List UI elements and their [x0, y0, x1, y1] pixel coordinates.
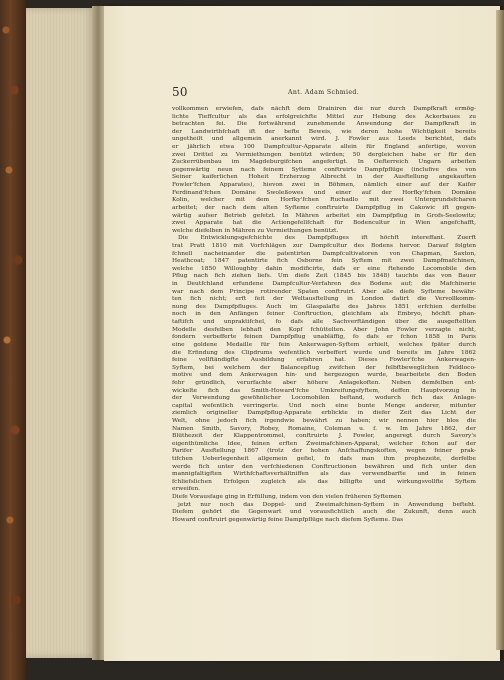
text-line: Parifer Ausftellung 1867 (trotz der hohen Anfchaffungskoften, wegen feiner prak-	[172, 448, 476, 455]
text-line: betrachten fei. Die fortwährend zunehmende Anwendung der Dampfkraft in	[172, 121, 476, 128]
text-line: capital wefentlich verringerte. Und noch eine bunte Menge anderer, mitunter	[172, 402, 476, 409]
text-line: fehr gründlich, verurfachte aber höhere Anlagekoften. Neben demfelben ent-	[172, 379, 476, 386]
page-number: 50	[172, 85, 188, 99]
text-line: Blüthezeit der Klappentrommel, conftruirte J. Fowler, angeregt durch Savory's	[172, 433, 476, 440]
text-line: eigenthümliche Idee, feinen erften Zweimafchinen-Apparat, welcher fchon auf der	[172, 440, 476, 447]
text-line: jetzt nur noch das Doppel- und Zweimafchinen-Syftem in Anwendung befteht.	[178, 501, 476, 508]
text-line: trat Pratt 1810 mit Vorfchlägen zur Dampfcultur des Bodens hervor. Darauf folgten	[172, 242, 476, 249]
text-line: Diefe Vorausfage ging in Erfüllung, indem von den vielen früheren Syftemen	[172, 494, 402, 501]
text-line: zwei Drittel zu Vermiethungen benützt würden; 50 dergleichen habe er für den	[172, 151, 476, 158]
text-line: fchliefslichen Erfolgen zugleich als das billigfte und wirkungsvollfte Syftem	[172, 478, 476, 485]
text-line: der Verwendung gewöhnlicher Locomobilen beftand, wodurch fich das Anlage-	[172, 395, 476, 402]
text-line: welche diefelben in Mähren zu Vermiethungen benützt.	[172, 227, 339, 234]
text-line: Syftem, bei welchem der Balancepflug zwifchen der felbftbeweglichen Feldloco-	[172, 364, 476, 371]
text-line: werde fich unter den verfchiedenen Conftructionen bewähren und fich unter den	[172, 463, 476, 470]
text-line: Seiner kaiferlichen Hoheit Erzherzog Albrecht in der Ausftellung angekauften	[172, 174, 476, 181]
text-line: mannigfaltigften Wirthfchaftsverhältniffen als das verwendbarfte und in feinen	[172, 471, 476, 478]
text-line: tifchen Ueberlegenheit allgemein gefiel, fo dafs man ihm prophezeite, derfelbe	[172, 456, 476, 463]
text-line: Welt, ohne jedoch fich irgendwie bewährt zu haben; wir nennen hier blos die	[172, 417, 476, 424]
text-line: wärtig aufser Betrieb gefetzt. In Mähren arbeitet ein Dampfpflug in Grofs-Seelowitz;	[172, 212, 476, 219]
text-line: vollkommen erwiefen, dafs nächft dem Drainiren die nur durch Dampfkraft ermög-	[172, 106, 476, 112]
page-header	[172, 85, 472, 102]
running-head: Ant. Adam Schmied.	[288, 89, 360, 96]
text-line: Heathcoat; 1847 patentirte fich Osborne fein Syftem mit zwei Dampfmafchinen,	[172, 258, 476, 265]
text-line: Die Entwicklungsgefchichte des Dampfpfluges ift höchft intereffant. Zuerft	[178, 235, 476, 242]
text-line: Zuckerrübenbau im Magdeburgifchen angefertigt. In Oefterreich Ungarn arbeiten	[172, 159, 476, 166]
marbled-cover	[0, 0, 26, 680]
text-line: noch in den Anfängen feiner Conftruction, gleichfam als Embryo, höchft phan-	[172, 311, 476, 318]
text-line: wickelte fich das Smith-Howard'fche Umkreifungsfyftem, deffen Hauptvorzug in	[172, 387, 476, 394]
text-line: lichte Tieffcultur als das erfolgreichfte Mittel zur Hebung des Ackerbaues zu	[172, 113, 476, 120]
text-line: feine vollftändigfte Ausbildung erfahren hat. Dieses Fowler'fche Ankerwagen-	[172, 357, 476, 364]
text-line: ten fich nicht; erft feit der Weltausftellung in London datirt die Vervollkomm-	[172, 296, 476, 303]
text-line: fondern verbefferte feinen Dampfpflug unabläffig, fo dafs er fchon 1858 in Paris	[172, 334, 476, 341]
text-line: Modelle desfelben lebhaft den Kopf fchüttelten. Aber John Fowler verzagte nicht,	[172, 326, 476, 333]
text-line: Pflug nach fich ziehen liefs. Um diefe Zeit (1845 bis 1848) tauchte das von Bauer	[172, 273, 476, 280]
text-line: taftifch und unpraktifchel, fo dafs alle Sachverftändigen über die ausgeftellten	[172, 319, 476, 326]
text-line: Ferdinand'fchen Domäne Swoleßowes und einer auf der Horfky'fchen Domäne	[172, 189, 476, 196]
text-line: nung des Dampfpfluges. Auch im Glaspalafte des Jahres 1851 erfchien derfelbe	[172, 303, 476, 310]
text-line: er jährlich etwa 100 Dampfcultur-Apparate allein für England anfertige, wovon	[172, 144, 476, 151]
text-line: war nach dem Principe rotirender Spaten conftruirt. Aber alle diefe Syfteme bewähr-	[172, 288, 476, 295]
text-line: motive und dem Ankerwagen hin- und hergezogen wurde, bearbeitete den Boden	[172, 372, 476, 379]
text-line: gegenwärtig neun nach feinem Sytteme conftruirte Dampfpflüge (inclufive des von	[172, 166, 476, 173]
text-line: fchnell nacheinander die patentirten Dampfcultivatoren von Chapman, Saxton,	[172, 250, 476, 257]
text-line: der Landwirthfchaft ift der befte Beweis, wie deren hohe Wichtigkeit bereits	[172, 128, 476, 135]
text-line: zwei Apparate hat die Actiengefellfchaft für Bodencultur in Wien angefchafft,	[172, 220, 476, 227]
page-edge-right	[496, 10, 504, 650]
text-line: Namen Smith, Savory, Robey, Romaine, Coleman u. f. w. Im Jahre 1862, der	[172, 425, 476, 432]
text-line: arbeitet; der nach dem alten Syfteme conftruirte Dampfpflug in Cakowic ift gegen-	[172, 204, 476, 211]
text-line: Diefem gehört die Gegenwart und vorausfichtlich auch die Zukunft, denn auch	[172, 509, 476, 516]
text-line: welche 1850 Willoughby dahin modificirte, dafs er eine ftehende Locomobile den	[172, 265, 476, 272]
page-stack-left	[26, 8, 96, 658]
text-line: die Erfindung des Clipdrums wefentlich verbeffert wurde und bereits im Jahre 1862	[172, 349, 476, 356]
text-line: Howard conftruirt gegenwärtig feine Dampfpflüge nach diefem Syfteme. Das	[172, 516, 404, 523]
text-line: erweifen.	[172, 486, 201, 493]
text-line: Kolin, welcher mit dem Horfky'fchen Ruchadlo mit zwei Untergrundsfcharen	[172, 197, 476, 204]
text-line: ziemlich origineller Dampfpflug-Apparate erblickte in diefer Zeit das Licht der	[172, 410, 476, 417]
text-line: Fowler'fchen Apparates), hievon zwei in Böhmen, nämlich einer auf der Kaifer	[172, 182, 476, 189]
text-line: in Deutfchland erfundene Dampfcultur-Verfahren des Bodens auf; die Mafchinerie	[172, 281, 476, 288]
body-text	[172, 106, 476, 525]
text-line: eine goldene Medaille für fein Ankerwagen-Syftem erhielt, welches fpäter durch	[172, 341, 476, 348]
text-line: ungetheilt und allgemein anerkannt wird. J. Fowler aus Leeds berichtet, dafs	[172, 136, 476, 143]
